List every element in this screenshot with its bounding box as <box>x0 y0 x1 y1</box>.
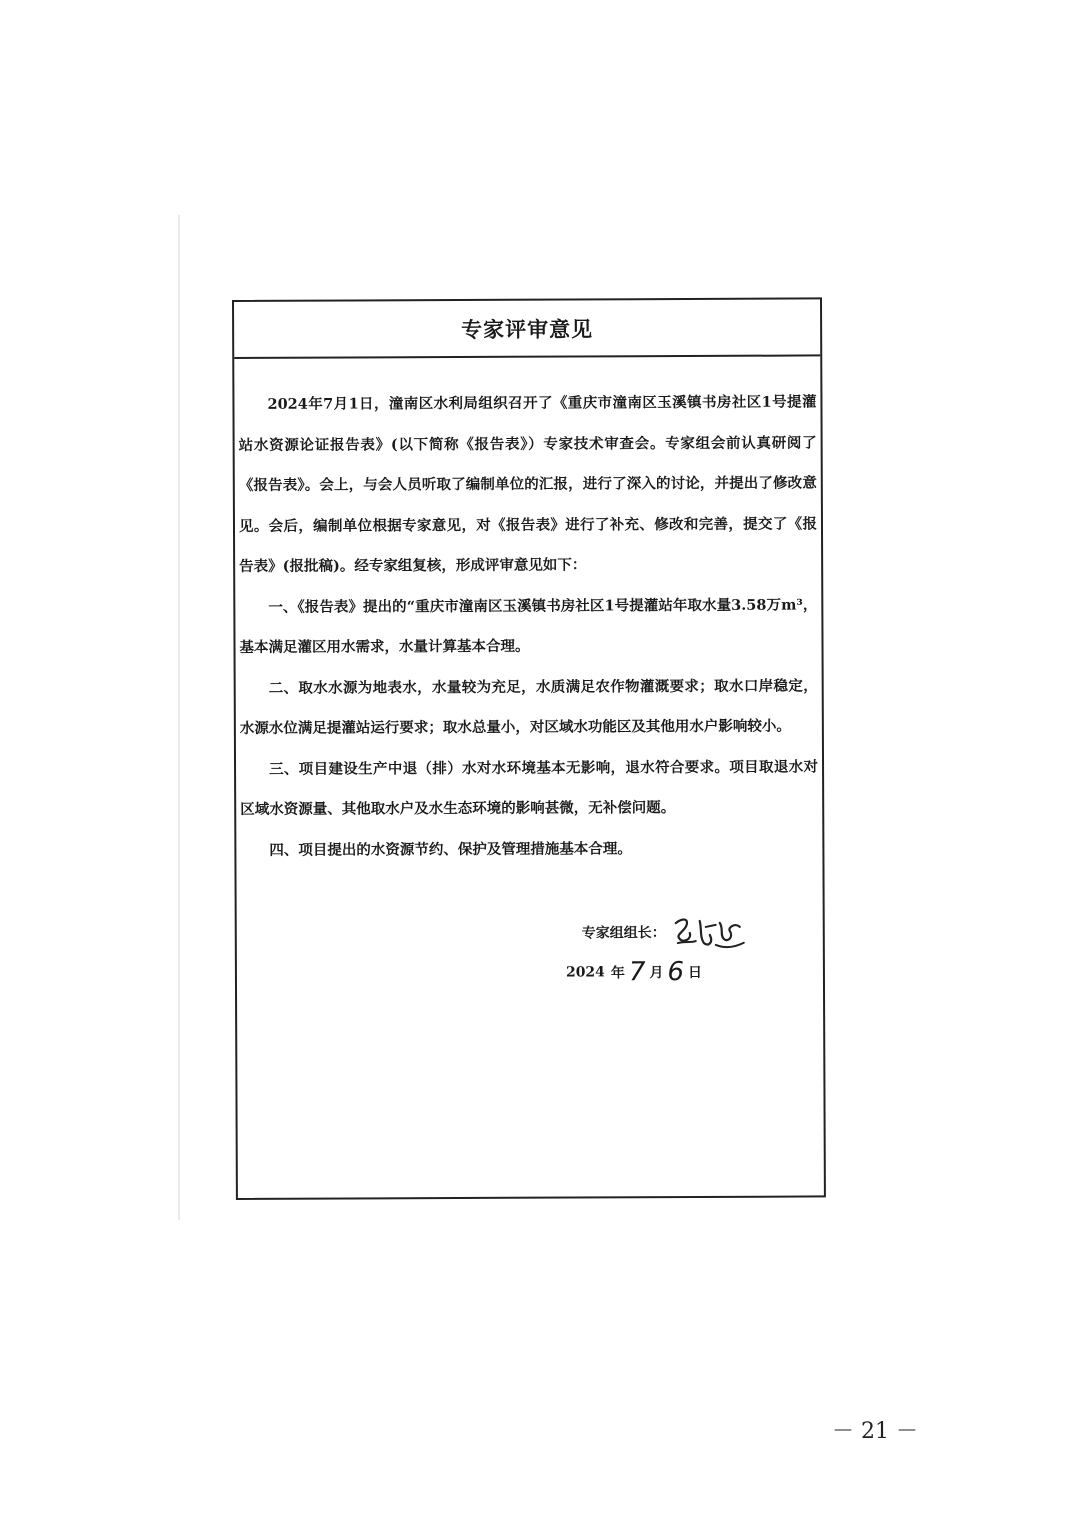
signer-label: 专家组组长： <box>581 925 666 942</box>
opinion-item-2: 二、取水水源为地表水，水量较为充足，水质满足农作物灌溉要求；取水口岸稳定，水源水位满足提灌站运行要求；取水总量小，对区域水功能区及其他用水户影响较小。 <box>239 676 818 737</box>
date-year-unit: 年 <box>610 965 625 982</box>
opinion-item-3: 三、项目建设生产中退（排）水对水环境基本无影响，退水符合要求。项目取退水对区域水资源量、其他取水户及水生态环境的影响甚微，无补偿问题。 <box>240 757 819 818</box>
date-month-unit: 月 <box>649 965 664 982</box>
date-year: 2024 <box>565 964 605 981</box>
intro-paragraph: 2024年7月1日，潼南区水利局组织召开了《重庆市潼南区玉溪镇书房社区1号提灌站水资源论证报告表》(以下简称《报告表》）专家技术审查会。专家组会前认真研阅了《报告表》。会上，与会人员听取了编制单位的汇报，进行了深入的讨论，并提出了修改意见。会后，编制单位根据专家意见，对《报告表》进行了补充、修改和完善，提交了《报告表》(报批稿)。经专家组复核，形成评审意见如下： <box>238 393 818 575</box>
signature-block <box>565 912 748 993</box>
opinion-item-4: 四、项目提出的水资源节约、保护及管理措施基本合理。 <box>269 839 632 859</box>
handwritten-signature <box>670 913 748 951</box>
form-title: 专家评审意见 <box>234 299 820 359</box>
scan-edge <box>178 215 180 1220</box>
opinion-item-1: 一、《报告表》提出的“重庆市潼南区玉溪镇书房社区1号提灌站年取水量3.58万m³，基本满足灌区用水需求，水量计算基本合理。 <box>239 595 818 656</box>
form-body <box>234 356 822 871</box>
page-number: － 21 － <box>832 1419 918 1444</box>
signer-row <box>582 912 748 953</box>
expert-review-form <box>232 297 826 1200</box>
date-day-unit: 日 <box>687 964 703 982</box>
signature-date <box>566 952 748 993</box>
date-month-handwritten: 7 <box>628 957 646 988</box>
date-day-handwritten: 6 <box>667 957 685 988</box>
